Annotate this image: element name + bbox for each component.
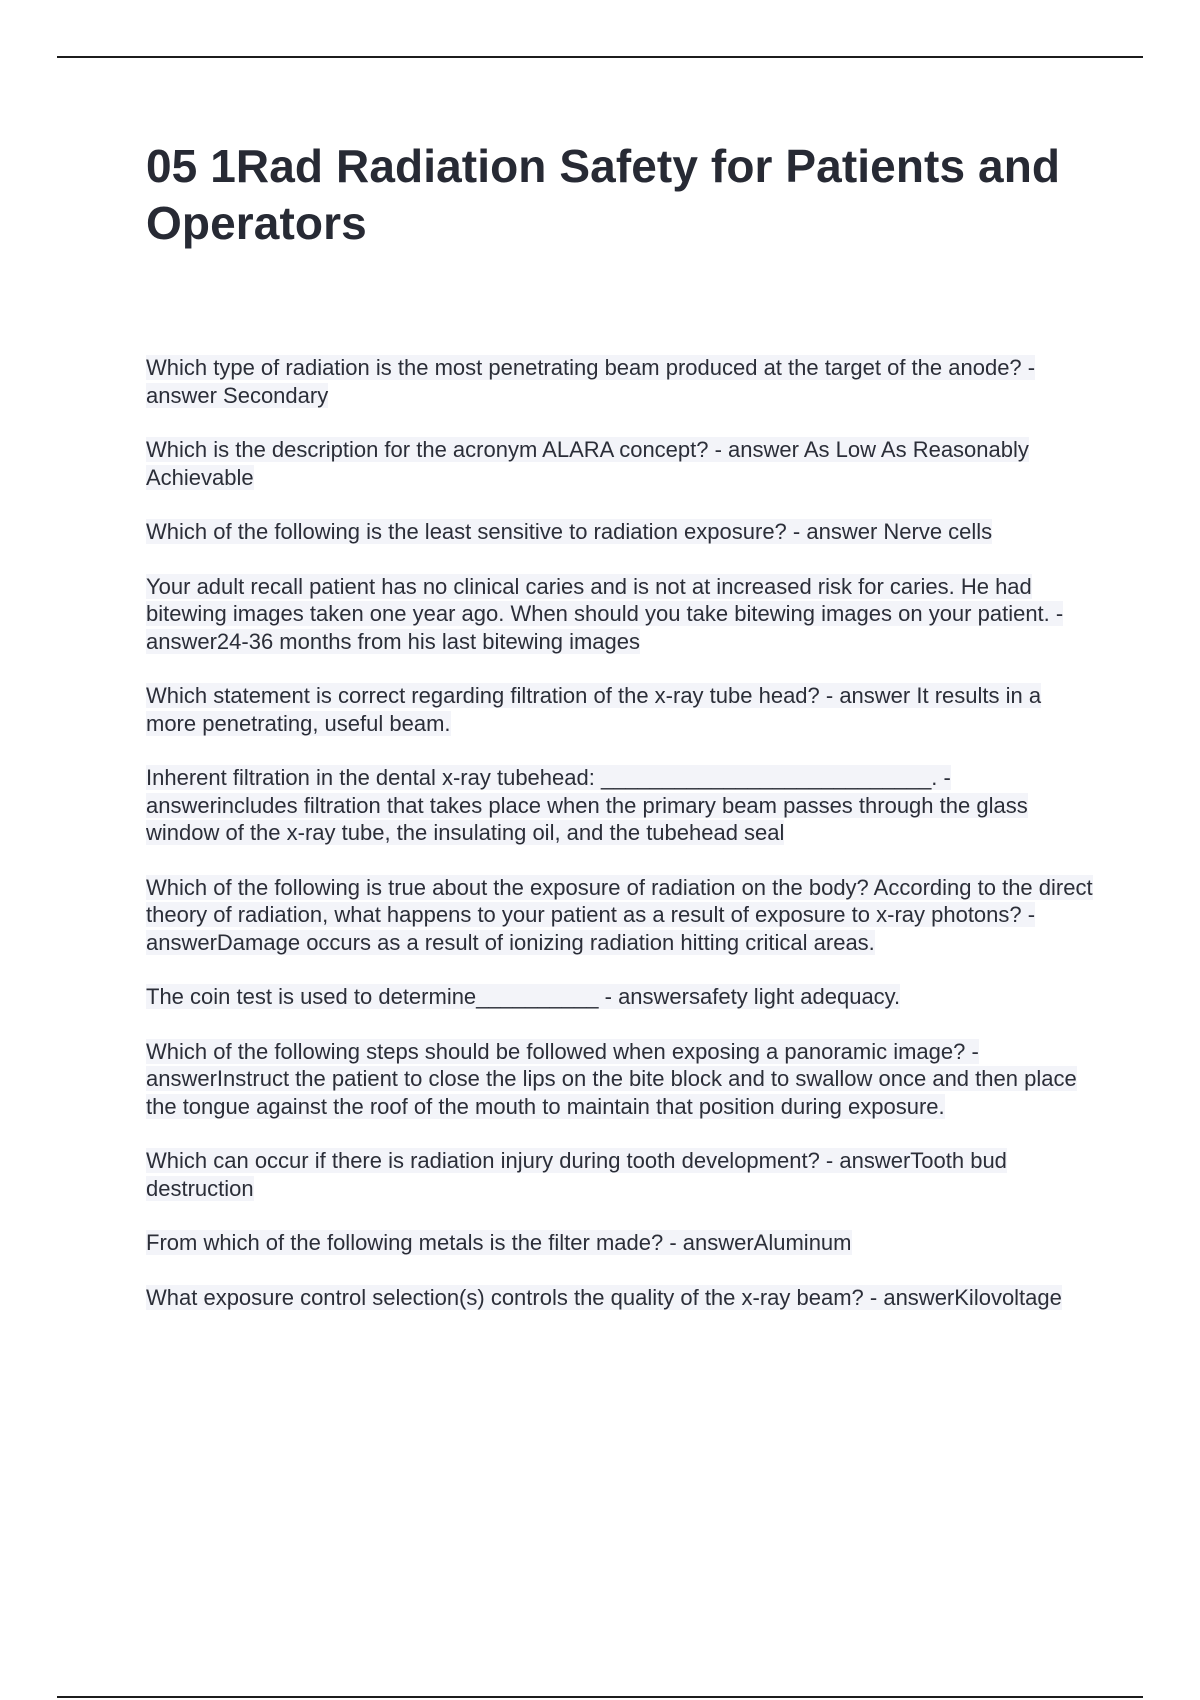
qa-item: Your adult recall patient has no clinical caries and is not at increased risk for caries. He had bitewing images taken one year ago. When should you take bitewing images on your patient. - answer24-36 months from his last bitewing images (146, 573, 1064, 654)
qa-item: Which of the following steps should be followed when exposing a panoramic image? - answerInstruct the patient to close the lips on the bite block and to swallow once and then place the tongue against the roof of the mouth to maintain that position during exposure. (146, 1038, 1077, 1119)
qa-item: Which of the following is true about the exposure of radiation on the body? According to the direct theory of radiation, what happens to your patient as a result of exposure to x-ray photons? - answerDamage occurs as a result of ionizing radiation hitting critical areas. (146, 874, 1093, 955)
qa-item: Which statement is correct regarding filtration of the x-ray tube head? - answer It results in a more penetrating, useful beam. (146, 683, 1042, 736)
qa-list (146, 354, 1096, 1311)
bottom-rule (57, 1696, 1143, 1698)
qa-item: Which type of radiation is the most penetrating beam produced at the target of the anode? - answer Secondary (146, 355, 1036, 408)
qa-item: Inherent filtration in the dental x-ray tubehead: ___________________________. - answerincludes filtration that takes place when the primary beam passes through the glass window of the x-ray tube, the insulating oil, and the tubehead seal (146, 765, 1028, 845)
top-rule (57, 56, 1143, 58)
qa-item: What exposure control selection(s) controls the quality of the x-ray beam? - answerKilovoltage (146, 1284, 1062, 1310)
document-title: 05 1Rad Radiation Safety for Patients and Operators (146, 140, 1061, 249)
qa-item: From which of the following metals is the filter made? - answerAluminum (146, 1230, 852, 1255)
qa-item: The coin test is used to determine__________ - answersafety light adequacy. (146, 984, 901, 1009)
qa-item: Which can occur if there is radiation injury during tooth development? - answerTooth bud destruction (146, 1148, 1007, 1201)
qa-item: Which is the description for the acronym ALARA concept? - answer As Low As Reasonably Achievable (146, 437, 1029, 490)
document-body (146, 138, 1096, 1338)
qa-item: Which of the following is the least sensitive to radiation exposure? - answer Nerve cells (146, 519, 993, 544)
